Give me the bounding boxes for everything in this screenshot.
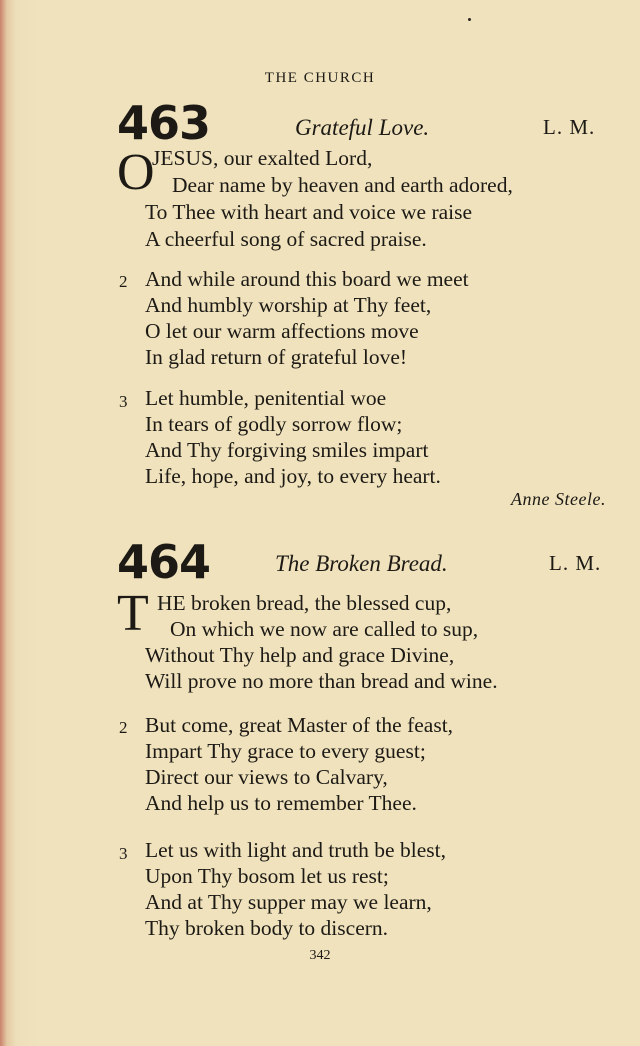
verse-line: Life, hope, and joy, to every heart.: [145, 464, 441, 488]
verse-line: And while around this board we meet: [145, 267, 469, 291]
verse-number: 3: [119, 392, 128, 411]
hymn-number: 464: [117, 535, 211, 589]
drop-cap: T: [117, 585, 149, 642]
verse-line: And Thy forgiving smiles impart: [145, 438, 429, 462]
verse-number: 2: [119, 718, 128, 737]
verse-line: HE broken bread, the blessed cup,: [157, 591, 452, 615]
hymn-title: The Broken Bread.: [275, 551, 448, 576]
verse-line: Impart Thy grace to every guest;: [145, 739, 426, 763]
verse-number: 3: [119, 844, 128, 863]
hymn-meter: L. M.: [549, 551, 602, 575]
verse-line: Dear name by heaven and earth adored,: [172, 173, 513, 197]
hymn-number: 463: [117, 96, 211, 150]
hymn-464-header: [0, 535, 640, 599]
hymn-author: Anne Steele.: [511, 489, 606, 509]
verse-number: 2: [119, 272, 128, 291]
drop-cap: O: [117, 144, 155, 201]
verse-line: JESUS, our exalted Lord,: [152, 146, 373, 170]
hymn-meter: L. M.: [543, 115, 596, 139]
verse-line: Will prove no more than bread and wine.: [145, 669, 498, 693]
verse-line: But come, great Master of the feast,: [145, 713, 454, 737]
verse-line: Without Thy help and grace Divine,: [145, 643, 455, 667]
page-number: 342: [309, 948, 331, 963]
ink-speck: [468, 18, 471, 21]
verse-line: And at Thy supper may we learn,: [145, 890, 432, 914]
running-head: THE CHURCH: [264, 70, 376, 86]
verse-line: Direct our views to Calvary,: [145, 765, 388, 789]
verse-line: O let our warm affections move: [145, 319, 419, 343]
verse-line: Upon Thy bosom let us rest;: [145, 864, 389, 888]
verse-line: And help us to remember Thee.: [145, 791, 417, 815]
verse-line: Let us with light and truth be blest,: [145, 838, 446, 862]
verse-line: Thy broken body to discern.: [145, 916, 389, 940]
verse-line: And humbly worship at Thy feet,: [145, 293, 432, 317]
verse-line: A cheerful song of sacred praise.: [145, 227, 427, 251]
verse-line: In tears of godly sorrow flow;: [145, 412, 403, 436]
verse-line: To Thee with heart and voice we raise: [145, 200, 473, 224]
verse-line: On which we now are called to sup,: [170, 617, 479, 641]
verse-line: Let humble, penitential woe: [145, 386, 387, 410]
hymn-title: Grateful Love.: [295, 115, 430, 140]
verse-line: In glad return of grateful love!: [145, 345, 408, 369]
